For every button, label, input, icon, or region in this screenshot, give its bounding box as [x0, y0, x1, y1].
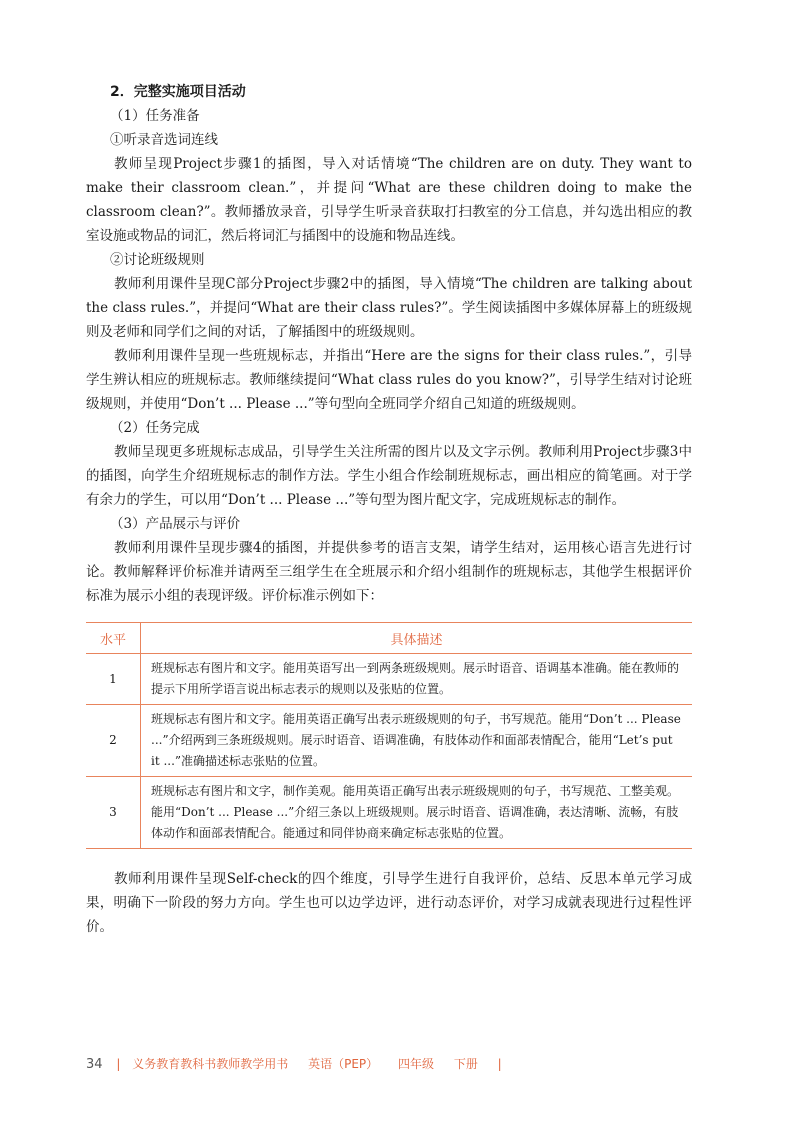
- level-header: 水平: [86, 623, 141, 654]
- table-row: [86, 654, 692, 705]
- table-header-row: [86, 623, 692, 654]
- level-cell: 1: [86, 654, 141, 705]
- footer-series: 义务教育教科书教师教学用书: [132, 1057, 289, 1071]
- page-content: [86, 80, 692, 939]
- listen-heading: ①听录音选词连线: [110, 132, 218, 148]
- level-cell: 2: [86, 705, 141, 777]
- page-number: 34: [86, 1057, 103, 1072]
- task-done-paragraph: 教师呈现更多班规标志成品，引导学生关注所需的图片以及文字示例。教师利用Project步骤3中的插图，向学生介绍班规标志的制作方法。学生小组合作绘制班规标志，画出相应的简笔画。对于学有余力的学生，可以用“Don’t ... Please ...”等句型为图片配文字，完成班规标志的制作。: [86, 444, 692, 508]
- level-cell: 3: [86, 777, 141, 849]
- section-title: 2．完整实施项目活动: [110, 84, 246, 100]
- footer-grade: 四年级: [397, 1057, 434, 1071]
- task-prep-heading: （1）任务准备: [110, 108, 200, 124]
- listen-paragraph: 教师呈现Project步骤1的插图，导入对话情境“The children are on duty. They want to make their classroom clean.”，并提问“What are these children doing to make the classroom clean?”。教师播放录音，引导学生听录音获取打扫教室的分工信息，并勾选出相应的教室设施或物品的词汇，然后将词汇与插图中的设施和物品连线。: [86, 156, 692, 244]
- footer-volume: 下册: [453, 1057, 478, 1071]
- description-header: 具体描述: [141, 623, 693, 654]
- discuss-paragraph-1: 教师利用课件呈现C部分Project步骤2中的插图，导入情境“The children are talking about the class rules.”，并提问“What are their class rules?”。学生阅读插图中多媒体屏幕上的班级规则及老师和同学们之间的对话，了解插图中的班级规则。: [86, 276, 692, 340]
- description-cell: 班规标志有图片和文字。能用英语正确写出表示班级规则的句子，书写规范。能用“Don’t ... Please ...”介绍两到三条班级规则。展示时语音、语调准确，有肢体动作和面部表情配合，能用“Let’s put it ...”准确描述标志张贴的位置。: [141, 705, 693, 777]
- assessment-table: [86, 622, 692, 849]
- task-done-heading: （2）任务完成: [110, 420, 200, 436]
- discuss-paragraph-2: 教师利用课件呈现一些班规标志，并指出“Here are the signs for their class rules.”，引导学生辨认相应的班规标志。教师继续提问“What class rules do you know?”，引导学生结对讨论班级规则，并使用“Don’t ... Please ...”等句型向全班同学介绍自己知道的班级规则。: [86, 348, 692, 412]
- discuss-heading: ②讨论班级规则: [110, 252, 205, 268]
- display-paragraph: 教师利用课件呈现步骤4的插图，并提供参考的语言支架，请学生结对，运用核心语言先进行讨论。教师解释评价标准并请两至三组学生在全班展示和介绍小组制作的班规标志，其他学生根据评价标准为展示小组的表现评级。评价标准示例如下：: [86, 540, 692, 604]
- self-check-paragraph: 教师利用课件呈现Self-check的四个维度，引导学生进行自我评价，总结、反思本单元学习成果，明确下一阶段的努力方向。学生也可以边学边评，进行动态评价，对学习成就表现进行过程性评价。: [86, 871, 692, 935]
- description-cell: 班规标志有图片和文字，制作美观。能用英语正确写出表示班级规则的句子，书写规范、工整美观。能用“Don’t ... Please ...”介绍三条以上班级规则。展示时语音、语调准确，表达清晰、流畅，有肢体动作和面部表情配合。能通过和同伴协商来确定标志张贴的位置。: [141, 777, 693, 849]
- footer-end-separator: |: [497, 1057, 502, 1071]
- footer-separator: |: [116, 1057, 121, 1071]
- page-footer: [86, 1055, 502, 1072]
- display-heading: （3）产品展示与评价: [110, 516, 241, 532]
- description-cell: 班规标志有图片和文字。能用英语写出一到两条班级规则。展示时语音、语调基本准确。能在教师的提示下用所学语言说出标志表示的规则以及张贴的位置。: [141, 654, 693, 705]
- table-row: [86, 705, 692, 777]
- footer-subject: 英语（PEP）: [308, 1057, 379, 1071]
- table-row: [86, 777, 692, 849]
